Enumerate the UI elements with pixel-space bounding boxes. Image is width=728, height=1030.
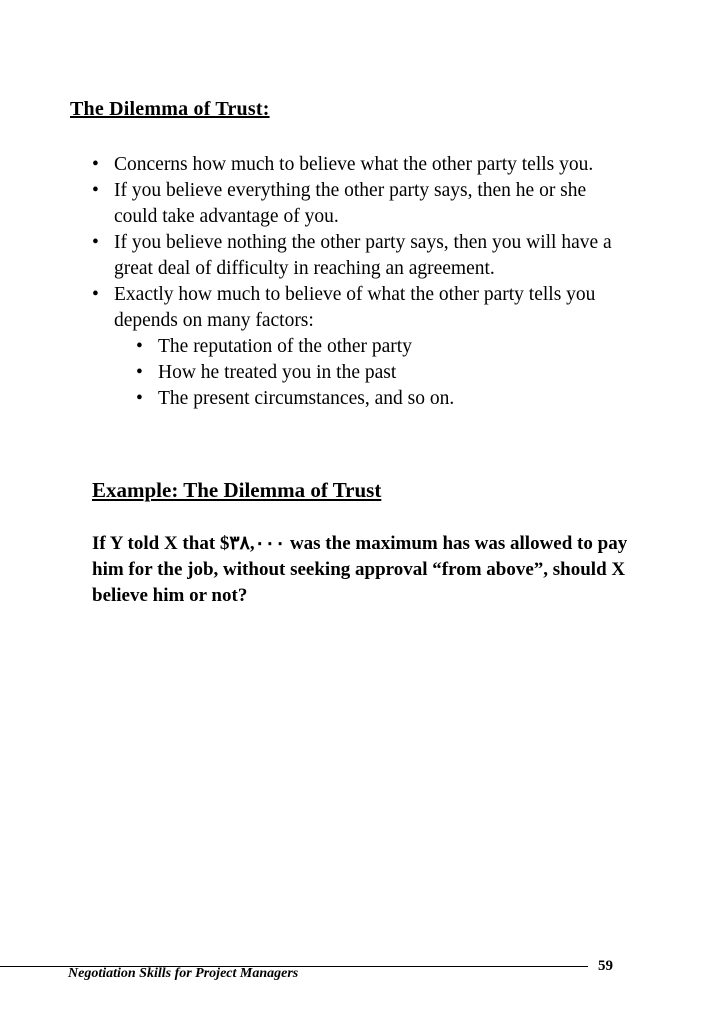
sub-list-item bbox=[136, 334, 632, 360]
sub-bullet-text: The present circumstances, and so on. bbox=[158, 388, 455, 409]
bullet-list bbox=[92, 152, 632, 412]
bullet-text: If you believe everything the other party says, then he or she could take advantage of you. bbox=[114, 180, 587, 227]
example-title: Example: The Dilemma of Trust bbox=[92, 478, 382, 502]
list-item bbox=[92, 178, 632, 230]
list-item bbox=[92, 282, 632, 412]
bullet-text: If you believe nothing the other party says, then you will have a great deal of difficulty in reaching an agreement. bbox=[114, 232, 612, 279]
bullet-icon: • bbox=[92, 180, 99, 201]
example-body: If Y told X that $٣٨,٠٠٠ was the maximum has was allowed to pay him for the job, without seeking approval “from above”, should X believe him or not? bbox=[92, 533, 628, 606]
sub-list-item bbox=[136, 360, 632, 386]
bullet-icon: • bbox=[92, 284, 99, 305]
bullet-text: Exactly how much to believe of what the other party tells you depends on many factors: bbox=[114, 284, 596, 331]
sub-bullet-text: The reputation of the other party bbox=[158, 336, 412, 357]
bullet-icon: • bbox=[136, 362, 143, 383]
sub-bullet-text: How he treated you in the past bbox=[158, 362, 397, 383]
section-heading: The Dilemma of Trust: bbox=[70, 98, 270, 120]
list-item bbox=[92, 230, 632, 282]
footer-title: Negotiation Skills for Project Managers bbox=[68, 966, 299, 981]
bullet-text: Concerns how much to believe what the other party tells you. bbox=[114, 154, 594, 175]
page-number: 59 bbox=[598, 958, 613, 974]
list-item bbox=[92, 152, 632, 178]
bullet-icon: • bbox=[92, 154, 99, 175]
bullet-icon: • bbox=[136, 336, 143, 357]
sub-bullet-list bbox=[114, 334, 632, 412]
sub-list-item bbox=[136, 386, 632, 412]
bullet-icon: • bbox=[92, 232, 99, 253]
bullet-icon: • bbox=[136, 388, 143, 409]
